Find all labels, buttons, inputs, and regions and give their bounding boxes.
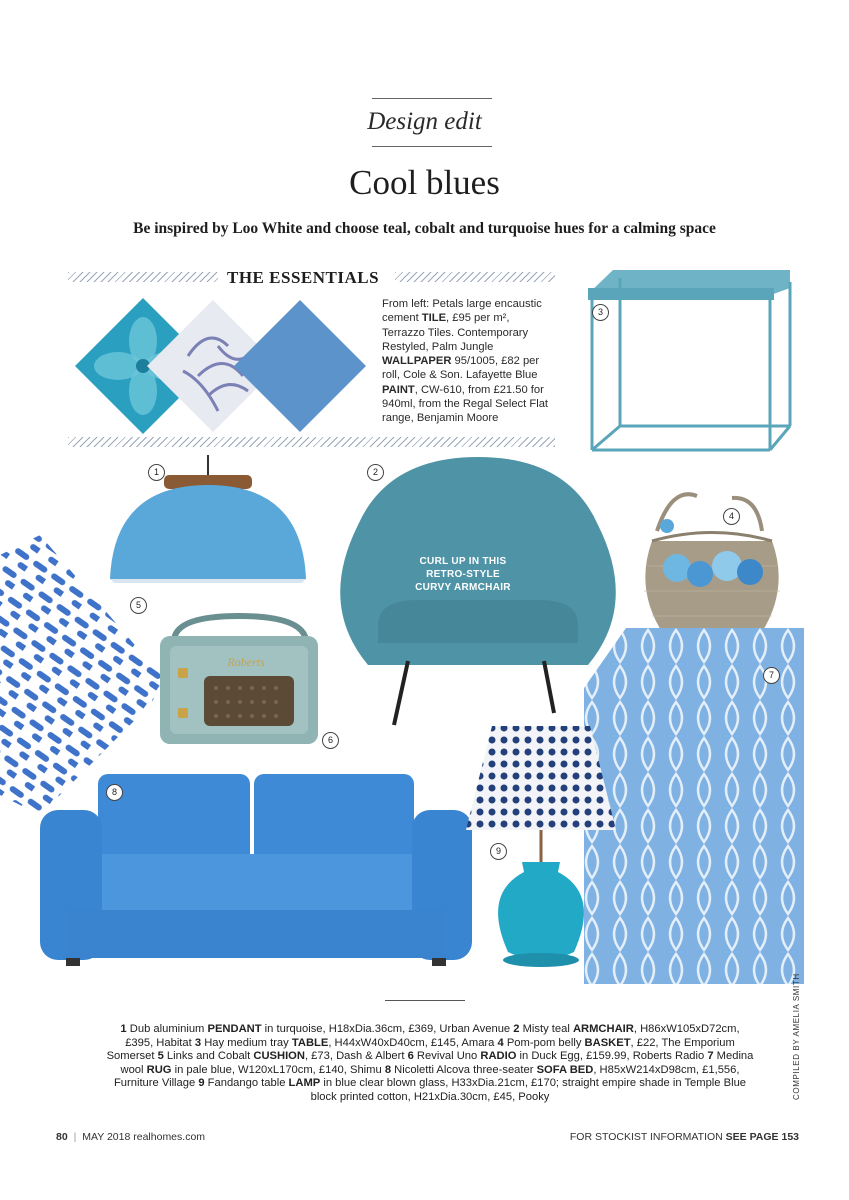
caption-run: PENDANT [207, 1023, 262, 1035]
essentials-run: From left: Petals large encaustic cement [382, 298, 542, 325]
caption-run: 4 [497, 1036, 504, 1049]
paint-swatch [234, 300, 366, 432]
footer-divider: | [73, 1131, 77, 1143]
caption-run: Links and Cobalt [163, 1050, 254, 1063]
item-number-4: 4 [723, 508, 740, 525]
tray-table-image [578, 266, 800, 458]
section-kicker: Design edit [367, 108, 482, 135]
footer-site: realhomes.com [133, 1131, 206, 1143]
caption-run: in pale blue, W120xL170cm, £140, Shimu [171, 1063, 385, 1076]
compiled-by-credit: COMPILED BY AMELIA SMITH [792, 973, 801, 1100]
caption-run: , £73, Dash & Albert [304, 1050, 408, 1063]
essentials-swatches [68, 296, 378, 436]
essentials-hatch-right [395, 272, 555, 282]
footer-left [56, 1131, 205, 1143]
essentials-run: WALLPAPER [382, 355, 452, 368]
footer-see-page: SEE PAGE 153 [725, 1131, 799, 1143]
caption-run: Dub aluminium [126, 1023, 208, 1035]
callout-line-3: CURVY ARMCHAIR [415, 582, 511, 593]
page-title: Cool blues [349, 163, 500, 202]
caption-run: Pom-pom belly [503, 1036, 585, 1049]
item-number-1: 1 [148, 464, 165, 481]
item-number-3: 3 [592, 304, 609, 321]
callout-line-2: RETRO-STYLE [426, 569, 500, 580]
caption-run: 8 [384, 1063, 392, 1076]
caption-run: in Duck Egg, £159.99, Roberts Radio [516, 1050, 708, 1063]
caption-run: 6 [407, 1050, 414, 1063]
caption-run: in blue clear blown glass, H33xDia.21cm, £170; straight empire shade in Temple Blue block printed cotton, H21xDia.30cm, £45, Pooky [310, 1077, 747, 1103]
caption-rule [385, 1000, 465, 1001]
caption-run: Nicoletti Alcova three-seater [391, 1063, 537, 1076]
caption-run: , H86xW105xD72cm, £395, Habitat [125, 1023, 740, 1049]
footer-right [570, 1131, 799, 1143]
caption-run: 1 [120, 1023, 127, 1035]
caption-run: in turquoise, H18xDia.36cm, £369, Urban Avenue [261, 1023, 514, 1035]
caption-run: , H44xW40xD40cm, £145, Amara [328, 1036, 498, 1049]
radio-brand-text: Roberts [227, 655, 265, 669]
product-caption [105, 1023, 755, 1105]
footer-date: MAY 2018 [82, 1131, 131, 1143]
caption-run: Hay medium tray [201, 1036, 292, 1049]
item-number-9: 9 [490, 843, 507, 860]
item-number-6: 6 [322, 732, 339, 749]
radio-image [156, 612, 322, 748]
essentials-title: THE ESSENTIALS [227, 268, 380, 287]
caption-run: 3 [194, 1036, 202, 1049]
caption-run: 7 [707, 1050, 714, 1063]
essentials-description [382, 297, 552, 426]
standfirst: Be inspired by Loo White and choose teal, cobalt and turquoise hues for a calming space [133, 220, 716, 237]
caption-run: TABLE [291, 1036, 329, 1049]
caption-run: CUSHION [253, 1050, 305, 1063]
kicker-rule-top [372, 98, 492, 99]
caption-run: Medina wool [120, 1050, 754, 1076]
caption-run: 5 [157, 1050, 164, 1063]
caption-run: , H85xW214xD98cm, £1,556, Furniture Village [113, 1063, 740, 1090]
essentials-hatch-bottom [68, 437, 555, 447]
sofa-image [36, 770, 476, 970]
caption-run: BASKET [584, 1036, 631, 1049]
footer-page-number: 80 [56, 1131, 68, 1143]
item-number-7: 7 [763, 667, 780, 684]
footer-stockist-text: FOR STOCKIST INFORMATION [569, 1131, 723, 1143]
caption-run: RADIO [480, 1050, 517, 1063]
caption-run: RUG [146, 1063, 172, 1076]
caption-run: Misty teal [519, 1023, 573, 1035]
caption-run: SOFA BED [536, 1063, 594, 1076]
essentials-run: , CW-610, from £21.50 for 940ml, from the Regal Select Flat range, Benjamin Moore [382, 383, 549, 425]
essentials-hatch-left [68, 272, 218, 282]
caption-run: , £22, The Emporium Somerset [106, 1036, 735, 1063]
essentials-run: , £95 per m², Terrazzo Tiles. Contemporary Restyled, Palm Jungle [382, 312, 529, 353]
caption-run: 2 [513, 1023, 520, 1035]
item-number-5: 5 [130, 597, 147, 614]
kicker-rule-bottom [372, 146, 492, 147]
caption-run: 9 [198, 1077, 205, 1090]
caption-run: ARMCHAIR [572, 1023, 634, 1035]
caption-run: LAMP [288, 1077, 321, 1090]
item-number-8: 8 [106, 784, 123, 801]
lamp-image [462, 722, 620, 972]
essentials-run: 95/1005, £82 per roll, Cole & Son. Lafayette Blue [382, 355, 540, 382]
caption-run: Revival Uno [413, 1050, 481, 1063]
caption-run: Fandango table [204, 1077, 289, 1090]
item-number-2: 2 [367, 464, 384, 481]
essentials-run: TILE [421, 312, 447, 325]
armchair-callout [398, 555, 528, 594]
essentials-run: PAINT [382, 383, 415, 396]
callout-line-1: CURL UP IN THIS [419, 556, 507, 567]
